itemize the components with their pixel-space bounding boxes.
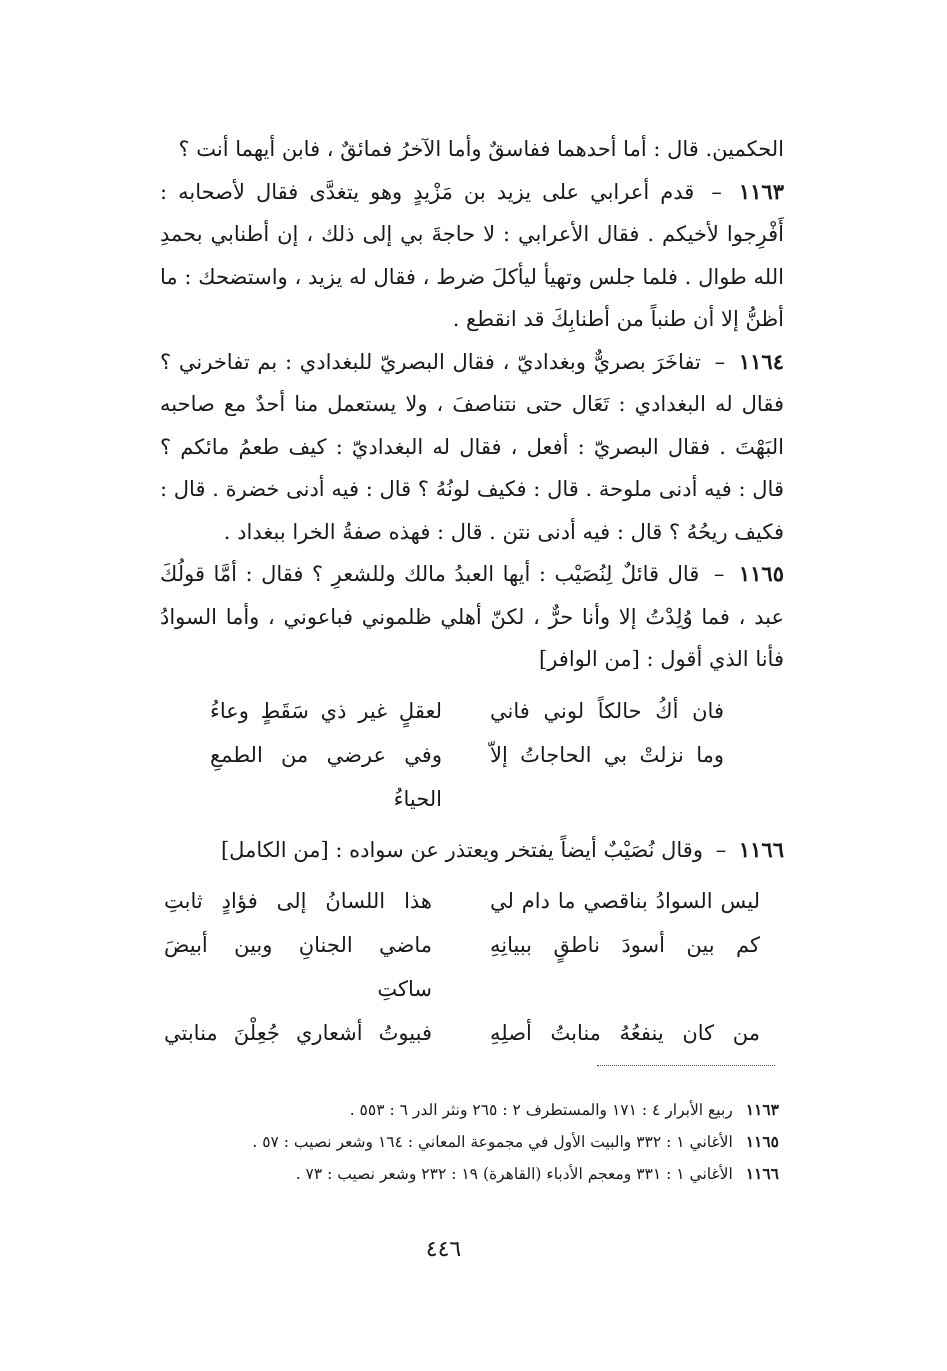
verse-second-hemistich: ماضي الجنانِ وبين أبيضَ ساكتِ <box>164 933 432 1001</box>
paragraph-text: الحكمين. قال : أما أحدهما ففاسقٌ وأما الآخرُ فمائقٌ ، فابن أيهما أنت ؟ <box>178 137 784 161</box>
paragraph-continuation <box>160 128 784 171</box>
entry-dash: – <box>711 179 722 204</box>
verse-line <box>160 879 784 923</box>
footnote <box>159 1094 779 1126</box>
entry-text: تفاخَرَ بصريٌّ وبغداديّ ، فقال البصريّ للبغدادي : بم تفاخرني ؟ فقال له البغدادي : تَعَال حتى نتناصفَ ، ولا يستعمل منا أحدٌ مع صاحبه البَهْتَ . فقال البصريّ : أفعل ، فقال له البغداديّ : كيف طعمُ مائكم ؟ قال : فيه أدنى ملوحة . قال : فكيف لونُهُ ؟ قال : فيه أدنى خضرة . قال : فكيف ريحُهُ ؟ قال : فيه أدنى نتن . قال : فهذه صفةُ الخرا ببغداد . <box>160 349 784 544</box>
verse-first-hemistich: وما نزلتْ بي الحاجاتُ إلاّ <box>490 742 724 767</box>
verse-line <box>160 923 784 1011</box>
verse-second-hemistich: وفي عرضي من الطمعِ الحياءُ <box>210 742 442 811</box>
entry-text: قال قائلٌ لِنُصَيْب : أيها العبدُ مالك وللشعرِ ؟ فقال : أمَّا قولُكَ عبد ، فما وُلِدْتُ إلا وأنا حرٌّ ، لكنّ أهلي ظلموني فباعوني ، وأما السوادُ فأنا الذي أقول : [من الوافر] <box>160 562 784 671</box>
page-number: ٤٤٦ <box>425 1237 462 1262</box>
verse-second-hemistich: فبيوتُ أشعاري جُعِلْنَ منابتي <box>164 1021 432 1045</box>
entry-number: ١١٦٦ <box>738 836 784 862</box>
footnote-separator <box>597 1065 775 1066</box>
entry-number: ١١٦٣ <box>738 178 784 204</box>
entry-1166 <box>160 829 784 872</box>
entry-dash: – <box>713 562 725 586</box>
footnote-text: الأغاني ١ : ٣٣١ ومعجم الأدباء (القاهرة) ١٩ : ٢٣٢ وشعر نصيب : ٧٣ . <box>295 1165 733 1183</box>
poem-1166 <box>160 879 784 1055</box>
verse-first-hemistich: فان أكُ حالكاً لوني فاني <box>490 698 724 723</box>
verse-second-hemistich: لعقلٍ غير ذي سَقَطٍ وعاءُ <box>210 698 442 723</box>
verse-second-hemistich: هذا اللسانُ إلى فؤادٍ ثابتِ <box>164 889 432 913</box>
entry-dash: – <box>715 837 727 862</box>
footnote <box>159 1158 779 1190</box>
entry-text: قدم أعرابي على يزيد بن مَزْيدٍ وهو يتغدَّى فقال لأصحابه : أَفْرِجوا لأخيكم . فقال الأعرابي : لا حاجةَ بي إلى ذلك ، إن أطنابي بحمدِ الله طوال . فلما جلس وتهيأ ليأكلَ ضرط ، فقال له يزيد ، واستضحك : ما أظنُّ إلا أن طنباً من أطنابِكَ قد انقطع . <box>160 179 784 331</box>
footnotes <box>159 1094 779 1190</box>
entry-1163 <box>160 171 784 341</box>
entry-number: ١١٦٥ <box>738 561 784 586</box>
verse-line <box>160 1011 784 1055</box>
entry-dash: – <box>714 349 726 374</box>
footnote-number: ١١٦٦ <box>745 1164 779 1183</box>
verse-line <box>160 733 784 821</box>
verse-first-hemistich: كم بين أسودَ ناطقٍ ببيانِهِ <box>490 933 760 957</box>
verse-line <box>160 689 784 733</box>
verse-first-hemistich: ليس السوادُ بناقصي ما دام لي <box>490 889 760 913</box>
verse-first-hemistich: من كان ينفعُهُ منابتُ أصلِهِ <box>490 1021 760 1045</box>
footnote-text: ربيع الأبرار ٤ : ١٧١ والمستطرف ٢ : ٢٦٥ ونثر الدر ٦ : ٥٥٣ . <box>349 1101 733 1119</box>
footnote-text: الأغاني ١ : ٣٣٢ والبيت الأول في مجموعة المعاني : ١٦٤ وشعر نصيب : ٥٧ . <box>252 1133 733 1151</box>
footnote <box>159 1126 779 1158</box>
poem-1165 <box>160 689 784 821</box>
footnote-number: ١١٦٥ <box>745 1132 779 1151</box>
entry-1164 <box>160 341 784 554</box>
main-text <box>160 128 784 1063</box>
entry-text: وقال نُصَيْبٌ أيضاً يفتخر ويعتذر عن سواده : [من الكامل] <box>220 837 703 862</box>
entry-number: ١١٦٤ <box>738 348 784 374</box>
entry-1165 <box>160 553 784 681</box>
footnote-number: ١١٦٣ <box>745 1100 779 1119</box>
